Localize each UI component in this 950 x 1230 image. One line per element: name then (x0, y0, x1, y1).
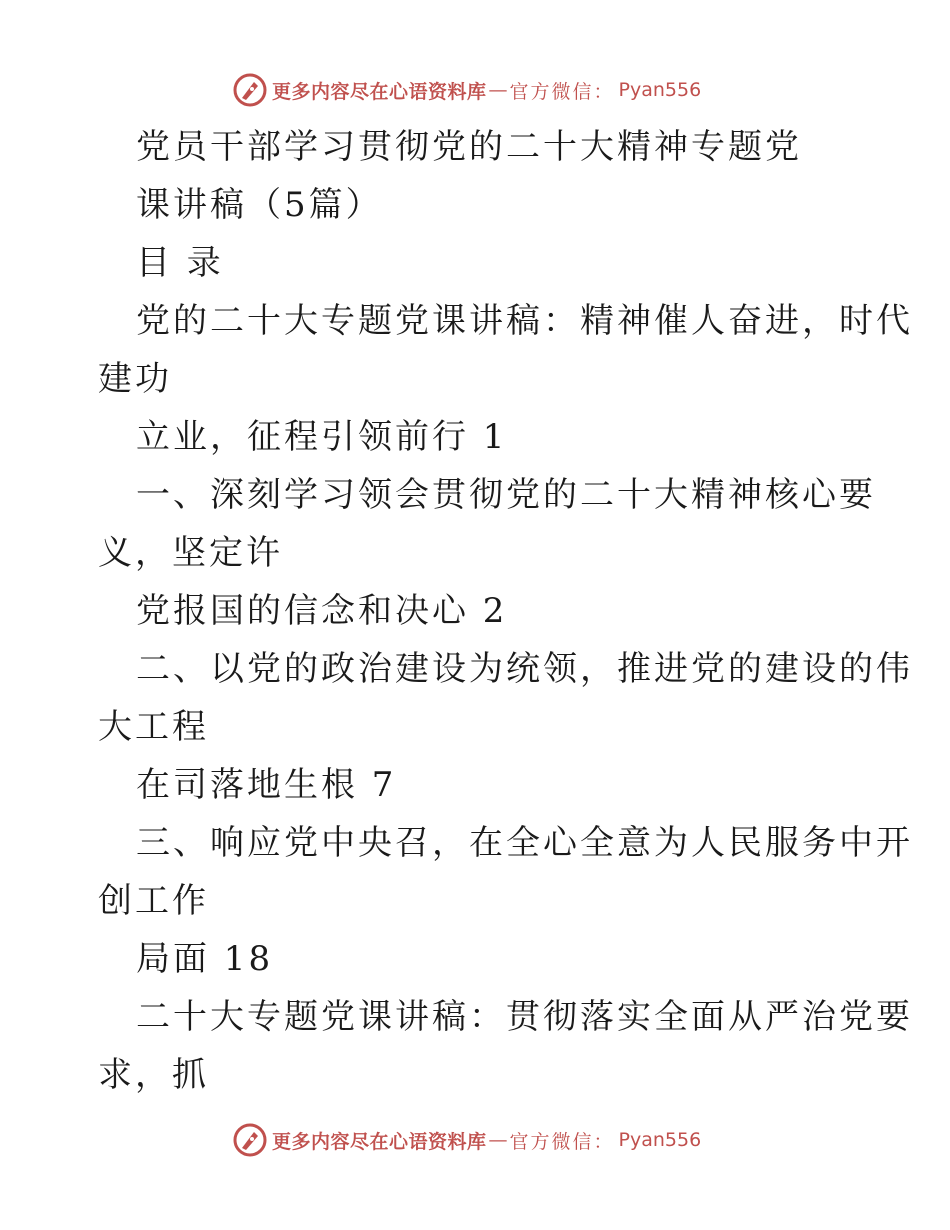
toc-entry-continuation: 义，坚定许 (98, 533, 283, 573)
watermark-brand: 更多内容尽在心语资料库 (272, 1130, 487, 1153)
toc-entry: 党的二十大专题党课讲稿：精神催人奋进，时代 (136, 301, 913, 341)
watermark-label: 官方微信： (509, 1130, 615, 1153)
watermark-label: 官方微信： (509, 80, 615, 103)
toc-entry: 局面 18 (136, 939, 274, 979)
watermark-id: Pyan556 (618, 79, 702, 101)
toc-entry-continuation: 创工作 (98, 881, 209, 921)
toc-entry: 一、深刻学习领会贯彻党的二十大精神核心要 (136, 475, 876, 515)
toc-entry: 在司落地生根 7 (136, 765, 397, 805)
toc-entry: 二十大专题党课讲稿：贯彻落实全面从严治党要 (136, 997, 913, 1037)
document-title-line-1: 党员干部学习贯彻党的二十大精神专题党 (136, 127, 802, 167)
toc-entry: 立业，征程引领前行 1 (136, 417, 508, 457)
toc-entry-continuation: 求，抓 (98, 1055, 209, 1095)
watermark-brand: 更多内容尽在心语资料库 (272, 80, 487, 103)
watermark-footer (232, 1120, 752, 1160)
toc-entry: 三、响应党中央召，在全心全意为人民服务中开 (136, 823, 913, 863)
toc-entry-continuation: 大工程 (98, 707, 209, 747)
document-body (98, 118, 913, 1104)
document-title-line-2: 课讲稿（5篇） (136, 185, 383, 225)
pen-nib-logo-icon (232, 72, 268, 108)
toc-entry: 二、以党的政治建设为统领，推进党的建设的伟 (136, 649, 913, 689)
watermark-separator: — (488, 79, 508, 101)
toc-entry: 党报国的信念和决心 2 (136, 591, 508, 631)
watermark-separator: — (488, 1129, 508, 1151)
watermark-header (232, 70, 752, 110)
toc-heading: 目 录 (136, 243, 224, 283)
watermark-id: Pyan556 (618, 1129, 702, 1151)
toc-entry-continuation: 建功 (98, 359, 172, 399)
pen-nib-logo-icon (232, 1122, 268, 1158)
